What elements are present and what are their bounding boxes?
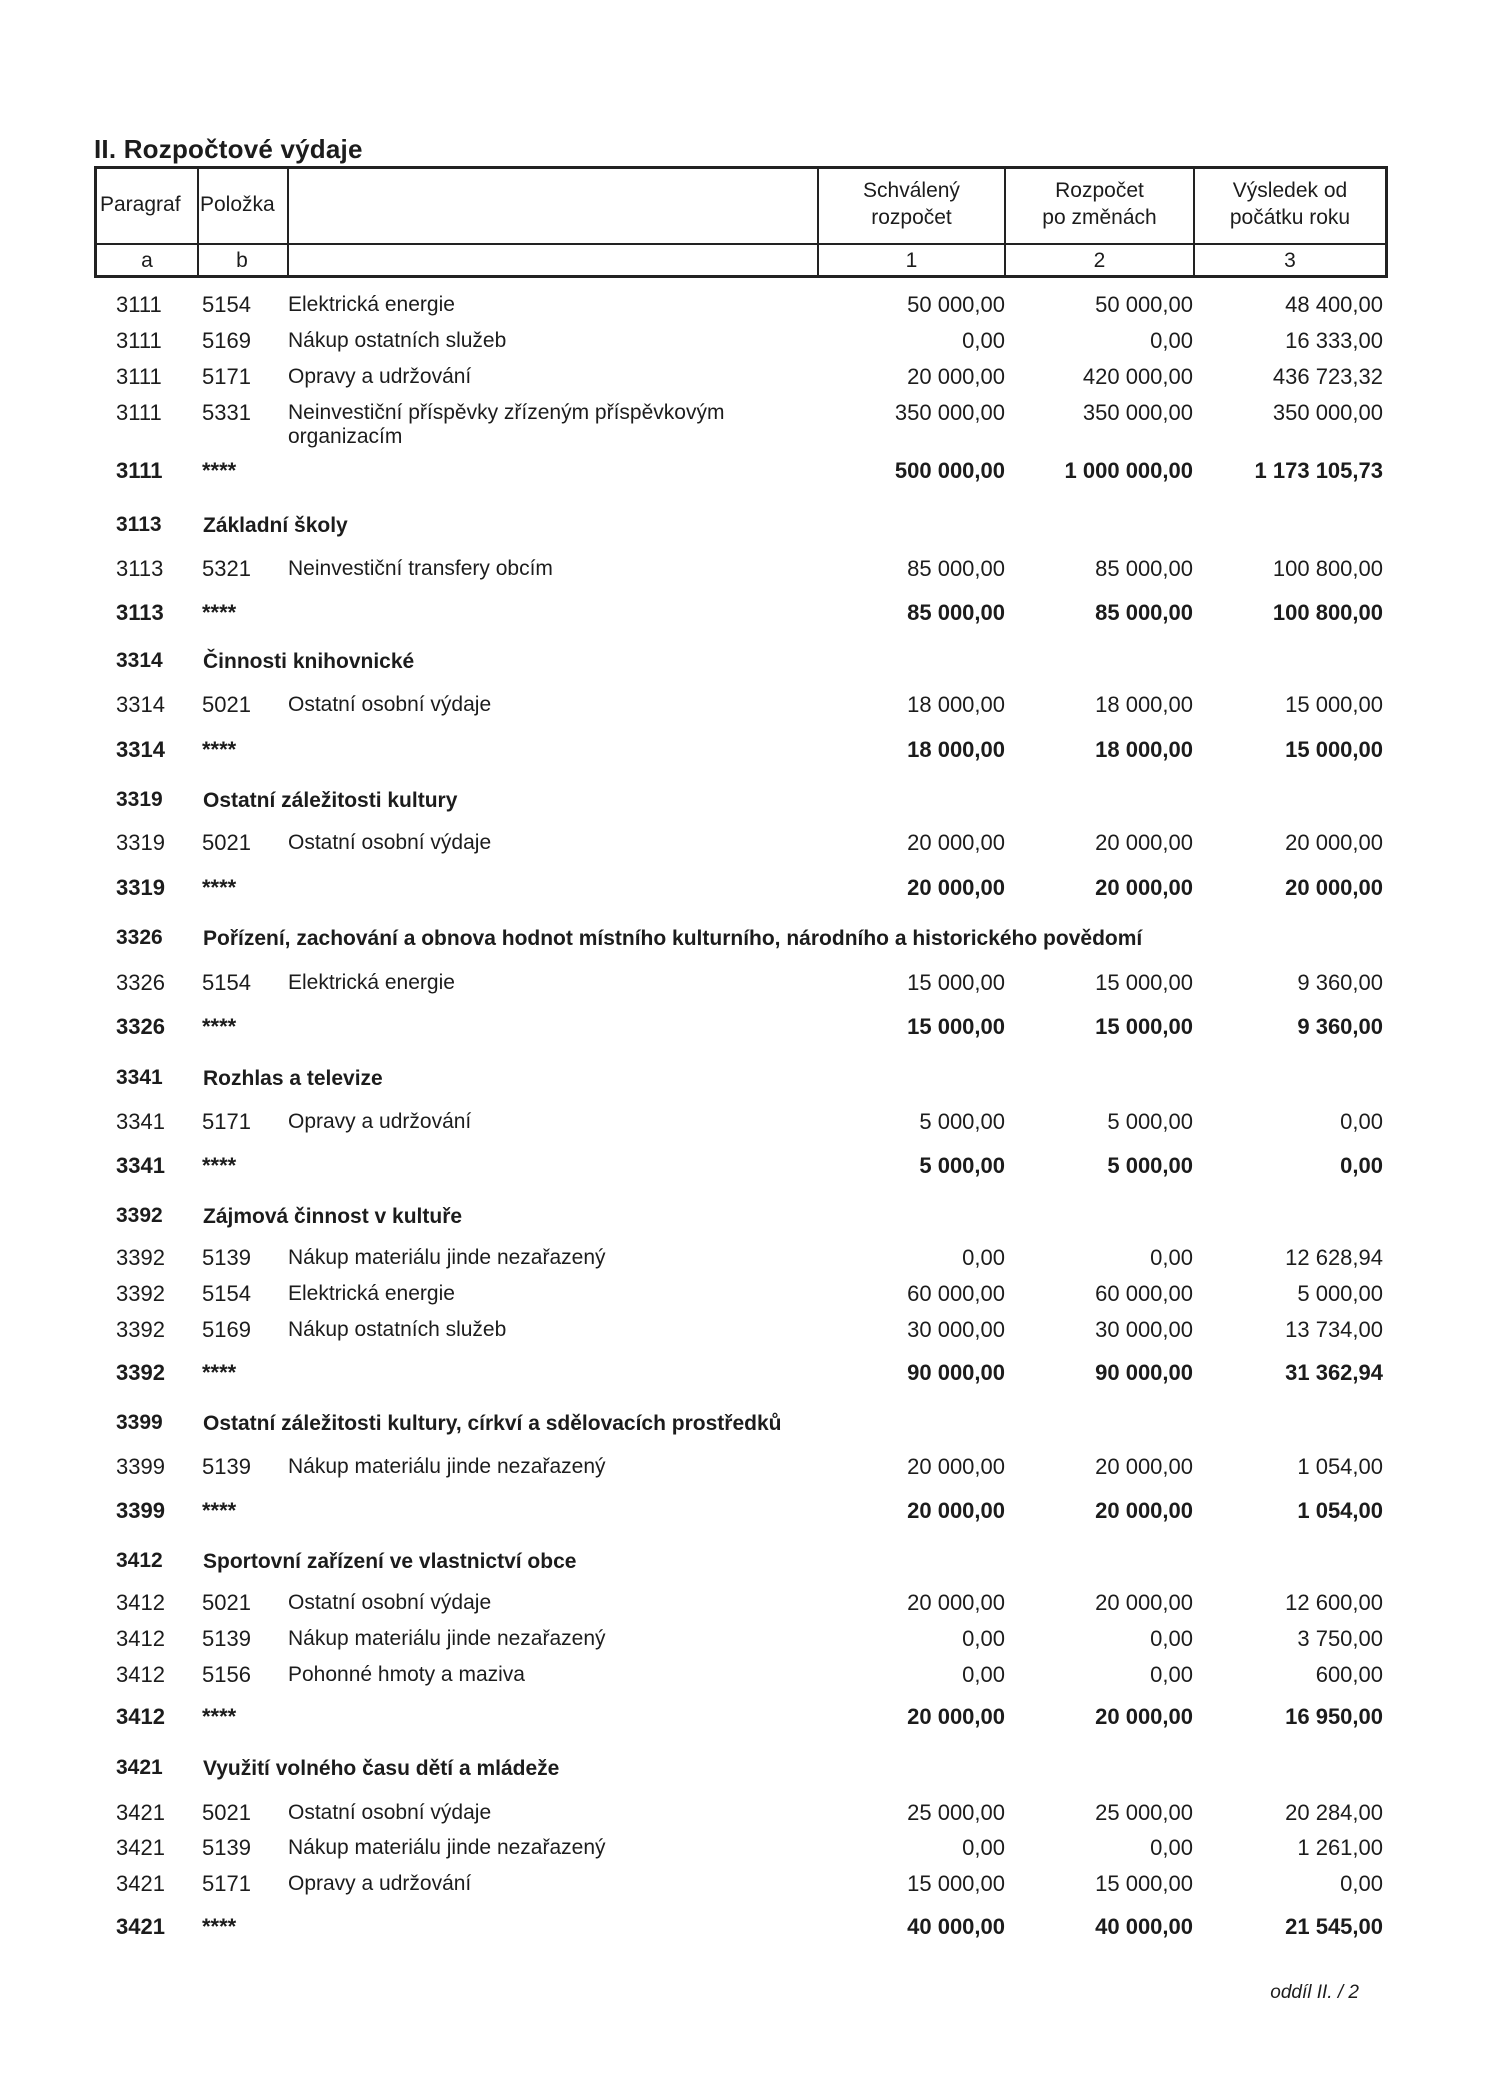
rozpocet-po-zmenach-value: 0,00 [1150, 1626, 1193, 1651]
table-row [0, 1590, 1485, 1624]
section-heading-row [0, 1066, 1485, 1100]
paragraf-cell: 3314 [116, 692, 165, 717]
paragraf-cell: 3412 [116, 1626, 165, 1651]
item-name-continued: organizacím [288, 425, 403, 448]
total-row [0, 1153, 1485, 1187]
total-row [0, 600, 1485, 634]
section-heading-row [0, 1411, 1485, 1445]
rozpocet-po-zmenach-value: 5 000,00 [1107, 1153, 1193, 1178]
paragraf-cell: 3412 [116, 1590, 165, 1615]
header-label-1: 1 [905, 249, 918, 272]
item-name: Opravy a udržování [288, 1872, 472, 1895]
header-label-a: a [141, 249, 153, 272]
rozpocet-po-zmenach-value: 30 000,00 [1095, 1317, 1193, 1342]
vysledek-value: 21 545,00 [1285, 1914, 1383, 1939]
item-name: Elektrická energie [288, 971, 455, 994]
table-row [0, 1281, 1485, 1315]
item-name: Opravy a udržování [288, 1110, 472, 1133]
section-name: Ostatní záležitosti kultury, církví a sdělovacích prostředků [203, 1412, 782, 1435]
schvaleny-rozpocet-value: 500 000,00 [894, 458, 1005, 483]
paragraf-cell: 3392 [116, 1281, 165, 1306]
section-name: Sportovní zařízení ve vlastnictví obce [203, 1550, 577, 1573]
paragraf-cell: 3314 [116, 649, 163, 672]
table-row [0, 692, 1485, 726]
paragraf-cell: 3392 [116, 1317, 165, 1342]
polozka-cell: **** [202, 458, 237, 483]
polozka-cell: **** [202, 1153, 237, 1178]
item-name: Ostatní osobní výdaje [288, 1801, 492, 1824]
paragraf-cell: 3319 [116, 788, 163, 811]
schvaleny-rozpocet-value: 85 000,00 [907, 556, 1005, 581]
schvaleny-rozpocet-value: 18 000,00 [907, 737, 1005, 762]
polozka-cell: **** [202, 737, 237, 762]
paragraf-cell: 3314 [116, 737, 165, 762]
polozka-cell: 5139 [202, 1626, 251, 1651]
rozpocet-po-zmenach-value: 0,00 [1150, 1245, 1193, 1270]
vysledek-value: 15 000,00 [1285, 737, 1383, 762]
section-name: Využití volného času dětí a mládeže [203, 1757, 560, 1780]
rozpocet-po-zmenach-value: 5 000,00 [1107, 1109, 1193, 1134]
vysledek-value: 1 054,00 [1297, 1454, 1383, 1479]
item-name: Elektrická energie [288, 1282, 455, 1305]
total-row [0, 1914, 1485, 1948]
polozka-cell: **** [202, 1914, 237, 1939]
rozpocet-po-zmenach-value: 18 000,00 [1095, 737, 1193, 762]
rozpocet-po-zmenach-value: 20 000,00 [1095, 1704, 1193, 1729]
table-row [0, 1245, 1485, 1279]
schvaleny-rozpocet-value: 18 000,00 [907, 692, 1005, 717]
rozpocet-po-zmenach-value: 50 000,00 [1095, 292, 1193, 317]
paragraf-cell: 3113 [116, 556, 164, 581]
vysledek-value: 1 261,00 [1297, 1835, 1383, 1860]
header-label-3: 3 [1284, 249, 1296, 272]
vysledek-value: 9 360,00 [1297, 970, 1383, 995]
polozka-cell: 5171 [202, 364, 251, 389]
rozpocet-po-zmenach-value: 0,00 [1150, 328, 1193, 353]
item-name: Nákup materiálu jinde nezařazený [288, 1246, 606, 1269]
item-name: Ostatní osobní výdaje [288, 693, 492, 716]
vysledek-value: 12 600,00 [1285, 1590, 1383, 1615]
schvaleny-rozpocet-value: 0,00 [962, 1662, 1005, 1687]
header-rozpocet: Rozpočet po změnách [1042, 179, 1157, 229]
paragraf-cell: 3111 [116, 458, 163, 483]
item-name: Nákup materiálu jinde nezařazený [288, 1627, 606, 1650]
vysledek-value: 100 800,00 [1272, 600, 1383, 625]
rozpocet-po-zmenach-value: 15 000,00 [1095, 970, 1193, 995]
schvaleny-rozpocet-value: 60 000,00 [907, 1281, 1005, 1306]
schvaleny-rozpocet-value: 20 000,00 [907, 1454, 1005, 1479]
rozpocet-po-zmenach-value: 85 000,00 [1095, 556, 1193, 581]
table-row [0, 970, 1485, 1004]
rozpocet-po-zmenach-value: 20 000,00 [1095, 1498, 1193, 1523]
table-row [0, 1317, 1485, 1351]
item-name: Elektrická energie [288, 293, 455, 316]
paragraf-cell: 3326 [116, 926, 163, 949]
header-schvaleny: Schválený rozpočet [863, 179, 960, 229]
vysledek-value: 12 628,94 [1285, 1245, 1383, 1270]
vysledek-value: 48 400,00 [1285, 292, 1383, 317]
polozka-cell: 5021 [202, 1590, 251, 1615]
vysledek-value: 5 000,00 [1297, 1281, 1383, 1306]
schvaleny-rozpocet-value: 0,00 [962, 328, 1005, 353]
paragraf-cell: 3341 [116, 1153, 165, 1178]
vysledek-value: 600,00 [1315, 1662, 1383, 1687]
table-row [0, 1662, 1485, 1696]
paragraf-cell: 3421 [116, 1871, 165, 1896]
item-name: Nákup ostatních služeb [288, 1318, 507, 1341]
schvaleny-rozpocet-value: 5 000,00 [919, 1153, 1005, 1178]
section-name: Ostatní záležitosti kultury [203, 789, 458, 812]
schvaleny-rozpocet-value: 15 000,00 [907, 1014, 1005, 1039]
polozka-cell: 5021 [202, 830, 251, 855]
rozpocet-po-zmenach-value: 85 000,00 [1095, 600, 1193, 625]
vysledek-value: 0,00 [1340, 1871, 1383, 1896]
paragraf-cell: 3421 [116, 1835, 165, 1860]
total-row [0, 1014, 1485, 1048]
rozpocet-po-zmenach-value: 60 000,00 [1095, 1281, 1193, 1306]
vysledek-value: 0,00 [1340, 1153, 1383, 1178]
rozpocet-po-zmenach-value: 20 000,00 [1095, 875, 1193, 900]
polozka-cell: 5156 [202, 1662, 251, 1687]
item-name: Nákup ostatních služeb [288, 329, 507, 352]
paragraf-cell: 3392 [116, 1360, 165, 1385]
paragraf-cell: 3113 [116, 513, 162, 536]
polozka-cell: **** [202, 1360, 237, 1385]
paragraf-cell: 3421 [116, 1800, 165, 1825]
vysledek-value: 15 000,00 [1285, 692, 1383, 717]
rozpocet-po-zmenach-value: 0,00 [1150, 1835, 1193, 1860]
schvaleny-rozpocet-value: 25 000,00 [907, 1800, 1005, 1825]
paragraf-cell: 3111 [116, 364, 162, 389]
paragraf-cell: 3111 [116, 400, 162, 425]
paragraf-cell: 3412 [116, 1704, 165, 1729]
vysledek-value: 13 734,00 [1285, 1317, 1383, 1342]
table-row [0, 328, 1485, 362]
rozpocet-po-zmenach-value: 20 000,00 [1095, 830, 1193, 855]
page-title: II. Rozpočtové výdaje [94, 134, 363, 164]
polozka-cell: 5169 [202, 328, 251, 353]
table-header [94, 166, 1388, 278]
paragraf-cell: 3412 [116, 1549, 163, 1572]
vysledek-value: 100 800,00 [1272, 556, 1383, 581]
vysledek-value: 20 000,00 [1285, 875, 1383, 900]
vysledek-value: 31 362,94 [1285, 1360, 1383, 1385]
vysledek-value: 3 750,00 [1297, 1626, 1383, 1651]
section-heading-row [0, 513, 1485, 547]
item-name: Opravy a udržování [288, 365, 472, 388]
schvaleny-rozpocet-value: 40 000,00 [907, 1914, 1005, 1939]
paragraf-cell: 3326 [116, 1014, 165, 1039]
total-row [0, 1360, 1485, 1394]
header-label-2: 2 [1093, 249, 1106, 272]
table-row [0, 1109, 1485, 1143]
paragraf-cell: 3341 [116, 1109, 165, 1134]
schvaleny-rozpocet-value: 0,00 [962, 1835, 1005, 1860]
schvaleny-rozpocet-value: 90 000,00 [907, 1360, 1005, 1385]
total-row [0, 737, 1485, 771]
table-row [0, 1454, 1485, 1488]
paragraf-cell: 3399 [116, 1498, 165, 1523]
schvaleny-rozpocet-value: 20 000,00 [907, 1498, 1005, 1523]
polozka-cell: 5139 [202, 1454, 251, 1479]
polozka-cell: 5154 [202, 1281, 251, 1306]
vysledek-value: 20 284,00 [1285, 1800, 1383, 1825]
total-row [0, 458, 1485, 492]
total-row [0, 1704, 1485, 1738]
polozka-cell: **** [202, 1704, 237, 1729]
rozpocet-po-zmenach-value: 18 000,00 [1095, 692, 1193, 717]
polozka-cell: 5154 [202, 970, 251, 995]
polozka-cell: **** [202, 600, 237, 625]
section-heading-row [0, 788, 1485, 822]
column-divider [287, 169, 289, 275]
total-row [0, 1498, 1485, 1532]
section-name: Pořízení, zachování a obnova hodnot místního kulturního, národního a historického povědomí [203, 927, 1143, 950]
polozka-cell: 5169 [202, 1317, 251, 1342]
schvaleny-rozpocet-value: 0,00 [962, 1626, 1005, 1651]
paragraf-cell: 3392 [116, 1245, 165, 1270]
item-name: Ostatní osobní výdaje [288, 1591, 492, 1614]
vysledek-value: 436 723,32 [1272, 364, 1383, 389]
polozka-cell: **** [202, 1498, 237, 1523]
schvaleny-rozpocet-value: 20 000,00 [907, 875, 1005, 900]
paragraf-cell: 3399 [116, 1411, 163, 1434]
paragraf-cell: 3326 [116, 970, 165, 995]
rozpocet-po-zmenach-value: 350 000,00 [1082, 400, 1193, 425]
item-name: Nákup materiálu jinde nezařazený [288, 1455, 606, 1478]
rozpocet-po-zmenach-value: 25 000,00 [1095, 1800, 1193, 1825]
polozka-cell: 5021 [202, 1800, 251, 1825]
vysledek-value: 0,00 [1340, 1109, 1383, 1134]
paragraf-cell: 3392 [116, 1204, 163, 1227]
item-name: Pohonné hmoty a maziva [288, 1663, 525, 1686]
section-name: Zájmová činnost v kultuře [203, 1205, 463, 1228]
rozpocet-po-zmenach-value: 15 000,00 [1095, 1014, 1193, 1039]
item-name: Neinvestiční příspěvky zřízeným příspěvkovým [288, 401, 725, 424]
section-heading-row [0, 1204, 1485, 1238]
item-name: Ostatní osobní výdaje [288, 831, 492, 854]
item-name: Nákup materiálu jinde nezařazený [288, 1836, 606, 1859]
paragraf-cell: 3421 [116, 1914, 165, 1939]
polozka-cell: 5171 [202, 1109, 251, 1134]
vysledek-value: 1 054,00 [1297, 1498, 1383, 1523]
schvaleny-rozpocet-value: 15 000,00 [907, 970, 1005, 995]
paragraf-cell: 3319 [116, 875, 165, 900]
rozpocet-po-zmenach-value: 20 000,00 [1095, 1590, 1193, 1615]
polozka-cell: 5331 [202, 400, 251, 425]
rozpocet-po-zmenach-value: 1 000 000,00 [1064, 458, 1193, 483]
schvaleny-rozpocet-value: 85 000,00 [907, 600, 1005, 625]
vysledek-value: 16 333,00 [1285, 328, 1383, 353]
rozpocet-po-zmenach-value: 90 000,00 [1095, 1360, 1193, 1385]
section-name: Činnosti knihovnické [203, 650, 415, 673]
schvaleny-rozpocet-value: 20 000,00 [907, 830, 1005, 855]
header-vysledek: Výsledek od počátku roku [1229, 179, 1351, 229]
rozpocet-po-zmenach-value: 40 000,00 [1095, 1914, 1193, 1939]
schvaleny-rozpocet-value: 50 000,00 [907, 292, 1005, 317]
vysledek-value: 350 000,00 [1272, 400, 1383, 425]
schvaleny-rozpocet-value: 20 000,00 [907, 1590, 1005, 1615]
polozka-cell: 5139 [202, 1835, 251, 1860]
polozka-cell: 5154 [202, 292, 251, 317]
section-heading-row [0, 926, 1485, 960]
header-divider [97, 243, 1385, 245]
rozpocet-po-zmenach-value: 420 000,00 [1082, 364, 1193, 389]
polozka-cell: 5321 [202, 556, 251, 581]
polozka-cell: 5139 [202, 1245, 251, 1270]
header-polozka: Položka [200, 193, 275, 216]
rozpocet-po-zmenach-value: 0,00 [1150, 1662, 1193, 1687]
schvaleny-rozpocet-value: 5 000,00 [919, 1109, 1005, 1134]
table-row [0, 292, 1485, 326]
item-name: Neinvestiční transfery obcím [288, 557, 553, 580]
table-row [0, 1871, 1485, 1905]
polozka-cell: **** [202, 1014, 237, 1039]
total-row [0, 875, 1485, 909]
paragraf-cell: 3113 [116, 600, 164, 625]
table-row [0, 1626, 1485, 1660]
section-name: Rozhlas a televize [203, 1067, 383, 1090]
vysledek-value: 1 173 105,73 [1254, 458, 1383, 483]
paragraf-cell: 3111 [116, 292, 162, 317]
table-row [0, 1835, 1485, 1869]
page-footer: oddíl II. / 2 [1270, 1982, 1359, 2003]
section-heading-row [0, 1756, 1485, 1790]
paragraf-cell: 3319 [116, 830, 165, 855]
header-label-b: b [236, 249, 248, 272]
schvaleny-rozpocet-value: 15 000,00 [907, 1871, 1005, 1896]
table-row [0, 364, 1485, 398]
section-heading-row [0, 1549, 1485, 1583]
schvaleny-rozpocet-value: 20 000,00 [907, 364, 1005, 389]
schvaleny-rozpocet-value: 350 000,00 [894, 400, 1005, 425]
paragraf-cell: 3399 [116, 1454, 165, 1479]
table-row [0, 400, 1485, 448]
polozka-cell: 5021 [202, 692, 251, 717]
rozpocet-po-zmenach-value: 15 000,00 [1095, 1871, 1193, 1896]
schvaleny-rozpocet-value: 30 000,00 [907, 1317, 1005, 1342]
section-heading-row [0, 649, 1485, 683]
paragraf-cell: 3421 [116, 1756, 163, 1779]
vysledek-value: 16 950,00 [1285, 1704, 1383, 1729]
schvaleny-rozpocet-value: 20 000,00 [907, 1704, 1005, 1729]
table-row [0, 1800, 1485, 1834]
rozpocet-po-zmenach-value: 20 000,00 [1095, 1454, 1193, 1479]
paragraf-cell: 3111 [116, 328, 162, 353]
table-row [0, 556, 1485, 590]
section-name: Základní školy [203, 514, 348, 537]
vysledek-value: 9 360,00 [1297, 1014, 1383, 1039]
paragraf-cell: 3341 [116, 1066, 163, 1089]
paragraf-cell: 3412 [116, 1662, 165, 1687]
header-paragraf: Paragraf [100, 193, 181, 216]
schvaleny-rozpocet-value: 0,00 [962, 1245, 1005, 1270]
polozka-cell: 5171 [202, 1871, 251, 1896]
table-row [0, 830, 1485, 864]
polozka-cell: **** [202, 875, 237, 900]
vysledek-value: 20 000,00 [1285, 830, 1383, 855]
